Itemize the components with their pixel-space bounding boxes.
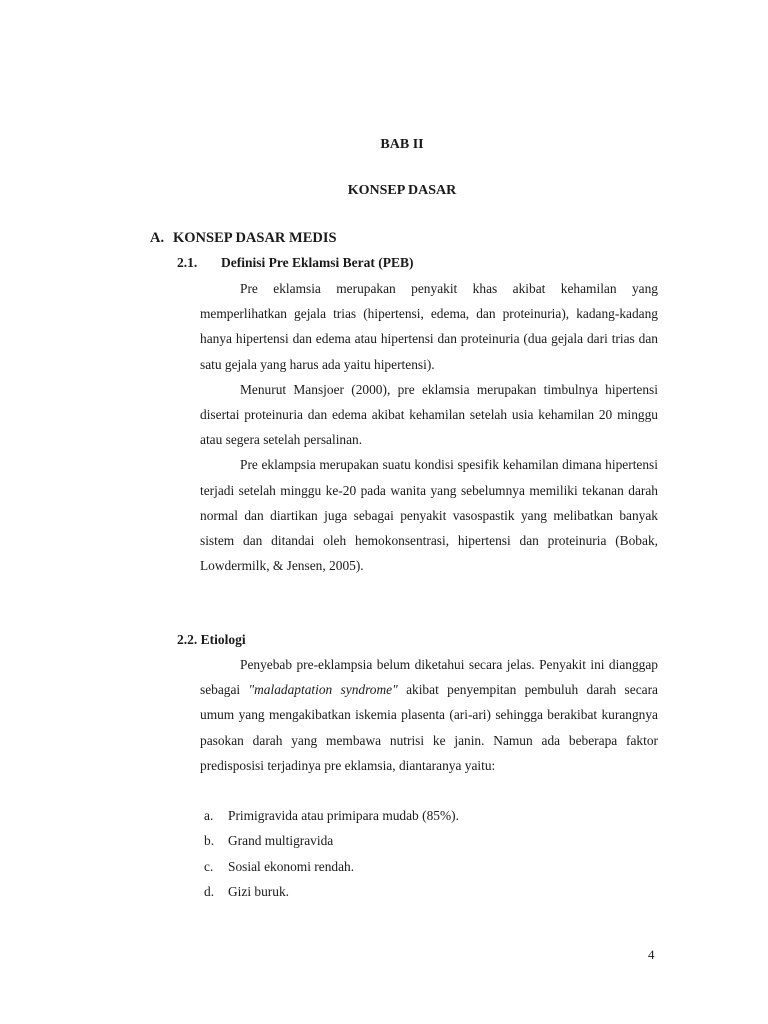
subsection-2-2-body: [200, 652, 658, 778]
paragraph-text: Penyebab pre-eklampsia belum diketahui secara jelas. Penyakit ini dianggap sebagai: [200, 657, 658, 698]
list-item-text: Primigravida atau primipara mudab (85%).: [228, 808, 459, 823]
chapter-number: BAB II: [380, 137, 424, 152]
list-marker: b.: [204, 833, 215, 849]
paragraph: Pre eklamsia merupakan penyakit khas akibat kehamilan yang memperlihatkan gejala trias (hipertensi, edema, dan proteinuria), kadang-kadang hanya hipertensi dan edema atau hipertensi dan proteinuria (dua gejala dari trias dan satu gejala yang harus ada yaitu hipertensi).: [200, 281, 658, 372]
paragraph-text: akibat penyempitan pembuluh darah secara umum yang mengakibatkan iskemia plasenta (ari-ari) sehingga berakibat kurangnya pasokan darah yang membawa nutrisi ke janin. Namun ada beberapa faktor predisposisi terjadinya pre eklamsia, diantaranya yaitu:: [200, 682, 659, 773]
italic-term: "maladaptation syndrome": [248, 682, 398, 698]
predisposition-list: [204, 803, 459, 905]
section-letter: A.: [150, 230, 165, 246]
list-marker: c.: [204, 858, 214, 874]
section-title: KONSEP DASAR MEDIS: [173, 230, 337, 246]
subsection-heading-2-1: [177, 255, 413, 271]
subsection-2-1-body: [200, 276, 658, 578]
list-item: [204, 879, 459, 904]
section-heading-a: [150, 230, 337, 247]
subsection-heading-2-2: 2.2. Etiologi: [177, 632, 246, 647]
paragraph: [200, 652, 658, 778]
page-number: 4: [648, 947, 655, 962]
paragraph: Menurut Mansjoer (2000), pre eklamsia merupakan timbulnya hipertensi disertai proteinuria dan edema akibat kehamilan setelah usia kehamilan 20 minggu atau segera setelah persalinan.: [200, 381, 658, 448]
chapter-title: KONSEP DASAR: [347, 183, 457, 198]
list-item-text: Sosial ekonomi rendah.: [228, 858, 355, 874]
list-item-text: Grand multigravida: [228, 833, 334, 849]
subsection-number: 2.1.: [177, 255, 198, 270]
paragraph: Pre eklampsia merupakan suatu kondisi spesifik kehamilan dimana hipertensi terjadi setelah minggu ke-20 pada wanita yang sebelumnya memiliki tekanan darah normal dan diartikan juga sebagai penyakit vasospastik yang melibatkan banyak sistem dan ditandai oleh hemokonsentrasi, hipertensi dan proteinuria (Bobak, Lowdermilk, & Jensen, 2005).: [200, 457, 658, 574]
list-marker: a.: [204, 808, 214, 823]
list-item: [204, 803, 459, 828]
list-item: [204, 828, 459, 853]
subsection-title: Definisi Pre Eklamsi Berat (PEB): [221, 255, 414, 270]
list-marker: d.: [204, 884, 215, 900]
list-item-text: Gizi buruk.: [228, 884, 289, 900]
list-item: [204, 854, 459, 879]
